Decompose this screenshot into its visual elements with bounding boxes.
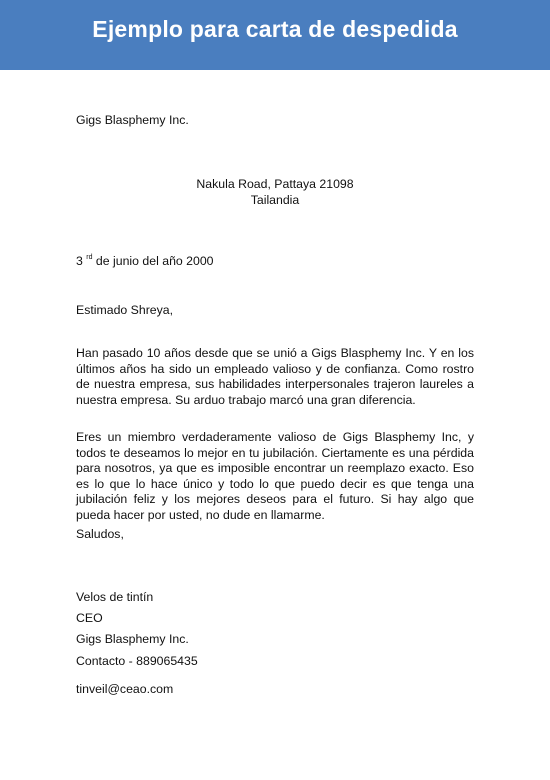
signature-email: tinveil@ceao.com	[76, 682, 174, 696]
letter-date	[76, 254, 214, 270]
signature-title: CEO	[76, 611, 103, 625]
signature-name: Velos de tintín	[76, 590, 154, 604]
address-block	[76, 177, 474, 208]
header-banner	[0, 0, 550, 70]
date-rest: de junio del año 2000	[92, 254, 214, 268]
date-suffix: rd	[86, 254, 93, 261]
recipient-company: Gigs Blasphemy Inc.	[76, 113, 189, 127]
closing: Saludos,	[76, 527, 124, 541]
paragraph-2: Eres un miembro verdaderamente valioso de Gigs Blasphemy Inc, y todos te deseamos lo mejor en tu jubilación. Ciertamente es una pérdida para nosotros, ya que es imposible encontrar un reemplazo exacto. Eso es lo que lo hace único y todo lo que puedo decir es que tenga una jubilación feliz y los mejores deseos para el futuro. Si hay algo que pueda hacer por usted, no dude en llamarme.	[76, 430, 474, 522]
signature-contact: Contacto - 889065435	[76, 654, 198, 668]
address-line-2: Tailandia	[250, 192, 300, 207]
salutation: Estimado Shreya,	[76, 303, 174, 317]
signature-company: Gigs Blasphemy Inc.	[76, 632, 189, 646]
page-title: Ejemplo para carta de despedida	[92, 15, 458, 42]
date-day: 3	[76, 254, 83, 268]
address-line-1: Nakula Road, Pattaya 21098	[196, 177, 354, 191]
paragraph-1: Han pasado 10 años desde que se unió a Gigs Blasphemy Inc. Y en los últimos años ha sido un empleado valioso y de confianza. Como rostro de nuestra empresa, sus habilidades interpersonales trajeron laureles a nuestra empresa. Su arduo trabajo marcó una gran diferencia.	[76, 346, 474, 407]
